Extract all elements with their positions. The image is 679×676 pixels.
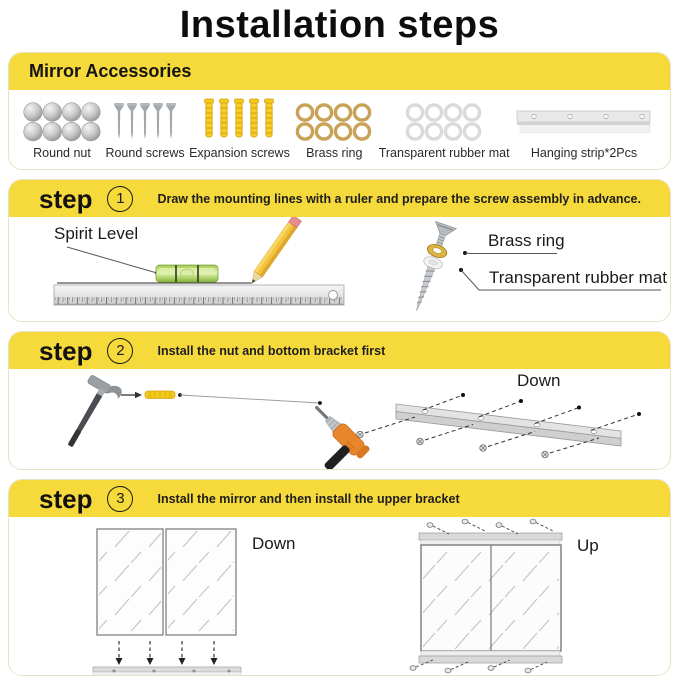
step-description: Install the mirror and then install the upper bracket [157, 491, 460, 506]
expansion-screws-icon [200, 98, 278, 142]
accessory-label: Round nut [33, 146, 91, 160]
bottom-strip-icon [93, 667, 241, 675]
anchor-icon [145, 391, 175, 399]
step-3-graphics [9, 517, 670, 675]
screw-assembly-icon [406, 221, 456, 314]
accessories-panel [8, 52, 671, 170]
accessory-hanging-strip [514, 102, 654, 160]
step-number-badge: 2 [107, 338, 133, 364]
accessory-round-nut [23, 102, 101, 160]
mirror-assembly-up [419, 533, 562, 663]
hammer-icon [55, 372, 124, 455]
step-label: step [39, 483, 93, 514]
step-1-panel [8, 179, 671, 322]
hanging-strip-icon [514, 102, 654, 142]
step-1-header [9, 180, 670, 217]
accessory-round-screws [105, 100, 184, 160]
accessory-label: Brass ring [306, 146, 363, 160]
accessory-label: Round screws [105, 146, 185, 160]
up-label: Up [577, 536, 599, 555]
step-2-header [9, 332, 670, 369]
pencil-icon [248, 217, 302, 286]
accessory-expansion-screws [189, 98, 290, 160]
step-number-badge: 1 [107, 186, 133, 212]
round-screws-icon [112, 100, 178, 142]
round-nut-icon [23, 102, 101, 142]
accessory-label: Expansion screws [189, 146, 290, 160]
brass-ring-label: Brass ring [488, 231, 565, 250]
down-arrows [116, 641, 218, 665]
step-3-header [9, 480, 670, 517]
step-label: step [39, 183, 93, 214]
step-description: Draw the mounting lines with a ruler and prepare the screw assembly in advance. [157, 191, 641, 206]
accessories-row [9, 90, 670, 169]
page-title: Installation steps [179, 4, 500, 46]
step-2-graphics [9, 369, 670, 469]
down-label: Down [517, 371, 561, 390]
accessories-header: Mirror Accessories [9, 53, 670, 90]
step-number-badge: 3 [107, 486, 133, 512]
step-3-illustration [9, 517, 670, 675]
down-label: Down [252, 534, 296, 553]
step-3-panel [8, 479, 671, 676]
accessory-label: Transparent rubber mat [378, 146, 510, 160]
spirit-level-label: Spirit Level [54, 224, 139, 243]
step-2-panel [8, 331, 671, 470]
accessory-label: Hanging strip*2Pcs [530, 146, 638, 160]
accessory-brass-ring [294, 102, 374, 160]
step-1-illustration [9, 217, 670, 321]
accessory-rubber-mat [379, 102, 510, 160]
mirror-panels-down [97, 529, 236, 635]
rubber-mat-icon [404, 102, 484, 142]
step-label: step [39, 335, 93, 366]
upper-bracket-screws [427, 519, 553, 534]
spirit-level-icon [156, 265, 218, 282]
step-2-illustration [9, 369, 670, 469]
rubber-mat-label: Transparent rubber mat [489, 268, 667, 287]
ruler-icon [54, 285, 344, 305]
step-description: Install the nut and bottom bracket first [157, 343, 386, 358]
brass-ring-icon [294, 102, 374, 142]
